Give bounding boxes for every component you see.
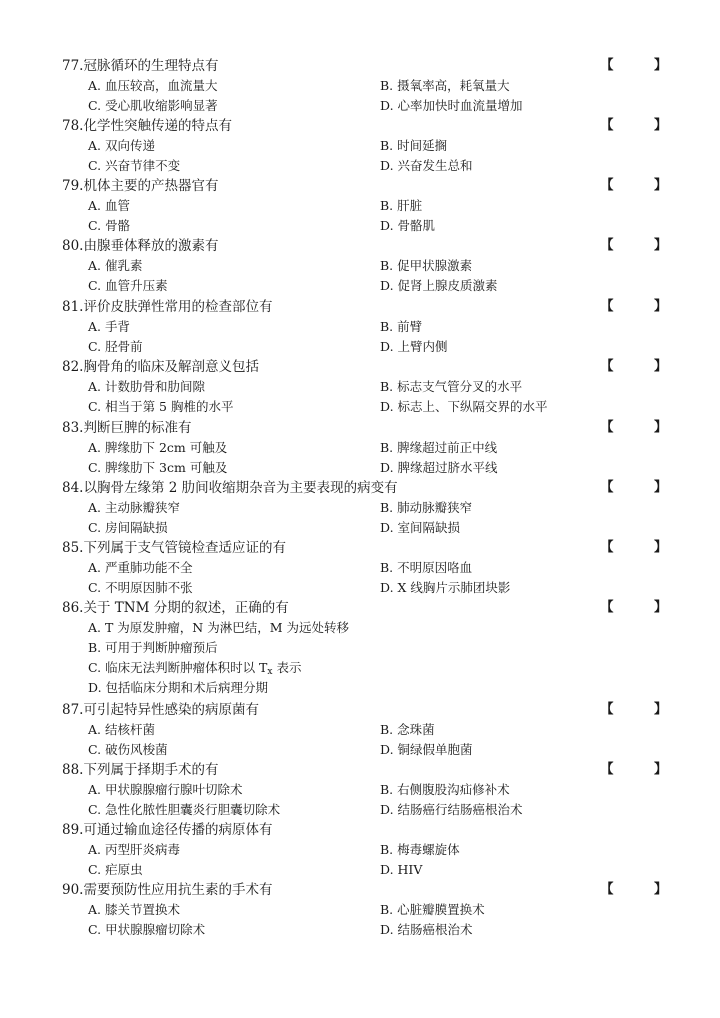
question-78 <box>62 116 685 176</box>
question-stem: 以胸骨左缘第 2 肋间收缩期杂音为主要表现的病变有 <box>83 480 398 496</box>
option-c: C. 胫骨前 <box>88 339 143 354</box>
option-c: C. 甲状腺腺瘤切除术 <box>88 922 206 937</box>
option-a: A. 脾缘肋下 2cm 可触及 <box>88 440 228 455</box>
option-c: C. 脾缘肋下 3cm 可触及 <box>88 460 228 475</box>
question-number: 77. <box>62 58 84 74</box>
question-stem: 下列属于支气管镜检查适应证的有 <box>83 540 286 556</box>
answer-bracket[interactable]: 【 】 <box>600 420 685 435</box>
question-87 <box>62 700 685 760</box>
question-number: 85. <box>62 540 84 556</box>
answer-bracket[interactable]: 【 】 <box>600 600 685 615</box>
question-90 <box>62 880 685 940</box>
question-88 <box>62 760 685 820</box>
answer-bracket[interactable]: 【 】 <box>600 882 685 897</box>
option-b: B. 不明原因咯血 <box>380 560 473 575</box>
option-a: A. 严重肺功能不全 <box>88 560 193 575</box>
question-number: 79. <box>62 178 84 194</box>
option-d: D. 脾缘超过脐水平线 <box>380 460 498 475</box>
option-c-suffix: 表示 <box>272 660 302 675</box>
option-a: A. 甲状腺腺瘤行腺叶切除术 <box>88 782 243 797</box>
answer-bracket[interactable]: 【 】 <box>600 702 685 717</box>
option-a: A. 丙型肝炎病毒 <box>88 842 180 857</box>
answer-bracket[interactable]: 【 】 <box>600 359 685 374</box>
option-b: B. 摄氧率高，耗氧量大 <box>380 78 510 93</box>
option-b: B. 心脏瓣膜置换术 <box>380 902 485 917</box>
option-c: C. 房间隔缺损 <box>88 520 168 535</box>
option-a: A. 计数肋骨和肋间隙 <box>88 379 205 394</box>
question-stem: 冠脉循环的生理特点有 <box>83 58 219 74</box>
option-d: D. 促肾上腺皮质激素 <box>380 278 498 293</box>
question-stem: 可引起特异性感染的病原菌有 <box>83 702 259 718</box>
option-b: B. 时间延搁 <box>380 138 448 153</box>
option-c <box>62 658 682 678</box>
option-b: B. 肺动脉瓣狭窄 <box>380 500 473 515</box>
question-stem: 化学性突触传递的特点有 <box>83 118 232 134</box>
question-81 <box>62 297 685 357</box>
option-b: B. 脾缘超过前正中线 <box>380 440 498 455</box>
option-d: D. 结肠癌行结肠癌根治术 <box>380 802 523 817</box>
question-83 <box>62 418 685 478</box>
option-c: C. 骨骼 <box>88 218 131 233</box>
option-c: C. 受心肌收缩影响显著 <box>88 98 218 113</box>
question-77 <box>62 56 685 116</box>
question-82 <box>62 357 685 417</box>
question-stem: 关于 TNM 分期的叙述，正确的有 <box>83 600 289 616</box>
answer-bracket[interactable]: 【 】 <box>600 299 685 314</box>
question-number: 84. <box>62 480 84 496</box>
question-86 <box>62 598 685 698</box>
option-b: B. 促甲状腺激素 <box>380 258 473 273</box>
question-stem: 评价皮肤弹性常用的检查部位有 <box>83 299 273 315</box>
option-d: D. X 线胸片示肺团块影 <box>380 580 511 595</box>
option-a: A. 血管 <box>88 198 130 213</box>
option-a: A. 血压较高，血流量大 <box>88 78 218 93</box>
option-a: A. 双向传递 <box>88 138 155 153</box>
option-d: D. 骨骼肌 <box>380 218 436 233</box>
question-number: 82. <box>62 359 84 375</box>
option-d: D. 标志上、下纵隔交界的水平 <box>380 399 548 414</box>
answer-bracket[interactable]: 【 】 <box>600 762 685 777</box>
question-84 <box>62 478 685 538</box>
option-a: A. 主动脉瓣狭窄 <box>88 500 180 515</box>
question-number: 81. <box>62 299 84 315</box>
subscript-x: x <box>267 667 273 677</box>
option-a: A. 催乳素 <box>88 258 143 273</box>
option-d: D. 室间隔缺损 <box>380 520 461 535</box>
option-b: B. 右侧腹股沟疝修补术 <box>380 782 510 797</box>
question-number: 86. <box>62 600 84 616</box>
question-85 <box>62 538 685 598</box>
question-number: 80. <box>62 238 84 254</box>
option-d: D. 结肠癌根治术 <box>380 922 473 937</box>
question-stem: 由腺垂体释放的激素有 <box>83 238 219 254</box>
option-b: B. 念珠菌 <box>380 722 435 737</box>
option-d: D. 兴奋发生总和 <box>380 158 473 173</box>
option-a: A. T 为原发肿瘤，N 为淋巴结，M 为远处转移 <box>88 620 349 635</box>
question-stem: 机体主要的产热器官有 <box>83 178 219 194</box>
question-number: 78. <box>62 118 84 134</box>
option-d: D. 铜绿假单胞菌 <box>380 742 473 757</box>
question-number: 90. <box>62 882 84 898</box>
answer-bracket[interactable]: 【 】 <box>600 238 685 253</box>
answer-bracket[interactable]: 【 】 <box>600 118 685 133</box>
answer-bracket[interactable]: 【 】 <box>600 480 685 495</box>
question-stem: 下列属于择期手术的有 <box>83 762 219 778</box>
option-c: C. 疟原虫 <box>88 862 143 877</box>
option-d: D. 上臂内侧 <box>380 339 448 354</box>
option-c: C. 兴奋节律不变 <box>88 158 181 173</box>
option-b: B. 梅毒螺旋体 <box>380 842 460 857</box>
answer-bracket[interactable]: 【 】 <box>600 540 685 555</box>
question-79 <box>62 176 685 236</box>
question-number: 89. <box>62 822 84 838</box>
answer-bracket[interactable]: 【 】 <box>600 58 685 73</box>
question-number: 83. <box>62 420 84 436</box>
option-d: D. HIV <box>380 862 423 877</box>
option-b: B. 前臂 <box>380 319 423 334</box>
option-c: C. 急性化脓性胆囊炎行胆囊切除术 <box>88 802 281 817</box>
option-a: A. 结核杆菌 <box>88 722 155 737</box>
option-c-text: C. 临床无法判断肿瘤体积时以 T <box>88 660 268 675</box>
option-a: A. 膝关节置换术 <box>88 902 180 917</box>
question-number: 88. <box>62 762 84 778</box>
option-b: B. 可用于判断肿瘤预后 <box>88 640 218 655</box>
option-b: B. 肝脏 <box>380 198 423 213</box>
option-b: B. 标志支气管分叉的水平 <box>380 379 523 394</box>
option-c: C. 不明原因肺不张 <box>88 580 193 595</box>
question-stem: 需要预防性应用抗生素的手术有 <box>83 882 273 898</box>
question-80 <box>62 236 685 296</box>
question-stem: 胸骨角的临床及解剖意义包括 <box>83 359 259 375</box>
question-number: 87. <box>62 702 84 718</box>
option-c: C. 相当于第 5 胸椎的水平 <box>88 399 234 414</box>
answer-bracket[interactable]: 【 】 <box>600 178 685 193</box>
option-c: C. 血管升压素 <box>88 278 168 293</box>
option-d: D. 心率加快时血流量增加 <box>380 98 523 113</box>
option-a: A. 手背 <box>88 319 130 334</box>
option-c: C. 破伤风梭菌 <box>88 742 168 757</box>
question-stem: 可通过输血途径传播的病原体有 <box>83 822 273 838</box>
question-89 <box>62 820 682 880</box>
question-stem: 判断巨脾的标准有 <box>83 420 192 436</box>
option-d: D. 包括临床分期和术后病理分期 <box>88 680 269 695</box>
